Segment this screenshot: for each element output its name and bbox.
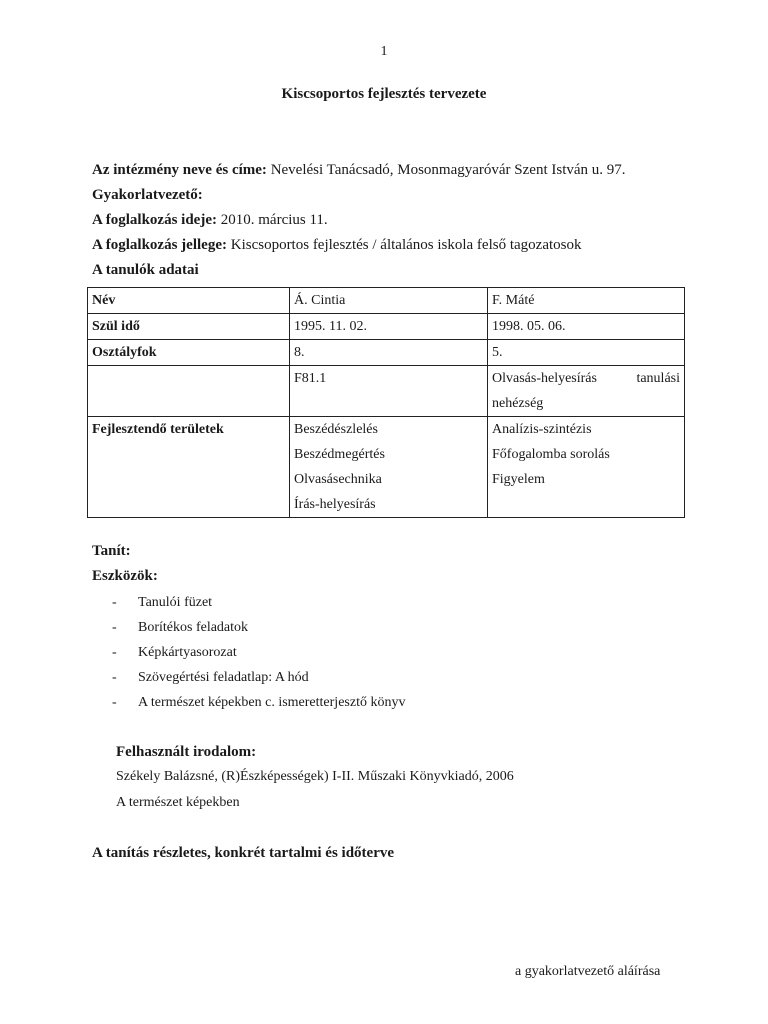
- justified-line: [492, 366, 680, 391]
- date-value: 2010. március 11.: [217, 212, 328, 228]
- table-row: [88, 314, 685, 340]
- table-row: [88, 340, 685, 366]
- supervisor-line: [92, 187, 203, 204]
- table-header-cell: Szül idő: [88, 314, 290, 340]
- literature-label: Felhasznált irodalom:: [116, 744, 257, 760]
- dash-bullet: -: [112, 645, 117, 660]
- date-label: A foglalkozás ideje:: [92, 212, 217, 228]
- supervisor-label: Gyakorlatvezető:: [92, 187, 203, 203]
- list-item-text: Borítékos feladatok: [138, 620, 249, 635]
- cell-line: Beszédészlelés: [294, 422, 378, 437]
- plan-heading: A tanítás részletes, konkrét tartalmi és időterve: [92, 845, 395, 861]
- cell-word: Olvasás-helyesírás: [492, 371, 597, 386]
- students-table: [87, 287, 685, 518]
- dash-bullet: -: [112, 620, 117, 635]
- table-cell: 1995. 11. 02.: [290, 314, 488, 340]
- tools-label: Eszközök:: [92, 568, 158, 584]
- list-item-text: Szövegértési feladatlap: A hód: [138, 670, 309, 685]
- dash-bullet: -: [112, 670, 117, 685]
- signature-label: a gyakorlatvezető aláírása: [515, 964, 661, 979]
- type-line: [92, 237, 581, 254]
- table-row: [88, 417, 685, 518]
- list-item-text: A természet képekben c. ismeretterjesztő könyv: [138, 695, 406, 710]
- table-cell: F. Máté: [488, 288, 685, 314]
- students-label: A tanulók adatai: [92, 262, 199, 278]
- page-title: Kiscsoportos fejlesztés tervezete: [281, 86, 487, 102]
- cell-line: Analízis-szintézis: [492, 422, 592, 437]
- list-item: [112, 665, 405, 690]
- list-item-text: Tanulói füzet: [138, 595, 213, 610]
- dash-bullet: -: [112, 595, 117, 610]
- cell-line: Főfogalomba sorolás: [492, 447, 610, 462]
- cell-line: Beszédmegértés: [294, 447, 385, 462]
- students-heading: [92, 262, 199, 279]
- dash-bullet: -: [112, 695, 117, 710]
- table-cell: [488, 417, 685, 518]
- institution-line: [92, 162, 626, 179]
- table-row: [88, 288, 685, 314]
- table-header-cell: Fejlesztendő területek: [88, 417, 290, 518]
- table-cell: 1998. 05. 06.: [488, 314, 685, 340]
- table-header-cell: Név: [88, 288, 290, 314]
- list-item: [112, 640, 405, 665]
- cell-line: Írás-helyesírás: [294, 497, 376, 512]
- type-value: Kiscsoportos fejlesztés / általános iskola felső tagozatosok: [226, 237, 582, 253]
- literature-item: Székely Balázsné, (R)Észképességek) I-II. Műszaki Könyvkiadó, 2006: [116, 769, 514, 784]
- list-item: [112, 690, 405, 715]
- cell-line: nehézség: [492, 396, 544, 411]
- cell-word: tanulási: [636, 371, 680, 386]
- list-item: [112, 590, 405, 615]
- table-row: [88, 366, 685, 417]
- cell-line: Figyelem: [492, 472, 545, 487]
- type-label: A foglalkozás jellege:: [92, 237, 227, 253]
- literature-item: A természet képekben: [116, 795, 240, 810]
- table-cell: 8.: [290, 340, 488, 366]
- institution-label: Az intézmény neve és címe:: [92, 162, 267, 178]
- list-item: [112, 615, 405, 640]
- table-cell: [290, 417, 488, 518]
- page-number: 1: [380, 44, 388, 59]
- cell-line: Olvasásechnika: [294, 472, 382, 487]
- tools-list: [112, 590, 405, 715]
- date-line: [92, 212, 328, 229]
- list-item-text: Képkártyasorozat: [138, 645, 237, 660]
- institution-value: Nevelési Tanácsadó, Mosonmagyaróvár Szent István u. 97.: [266, 162, 626, 178]
- table-header-cell: Osztályfok: [88, 340, 290, 366]
- table-cell: Á. Cintia: [290, 288, 488, 314]
- table-cell: 5.: [488, 340, 685, 366]
- table-header-cell: [88, 366, 290, 417]
- teaches-label: Tanít:: [92, 543, 131, 559]
- table-cell: F81.1: [290, 366, 488, 417]
- table-cell: [488, 366, 685, 417]
